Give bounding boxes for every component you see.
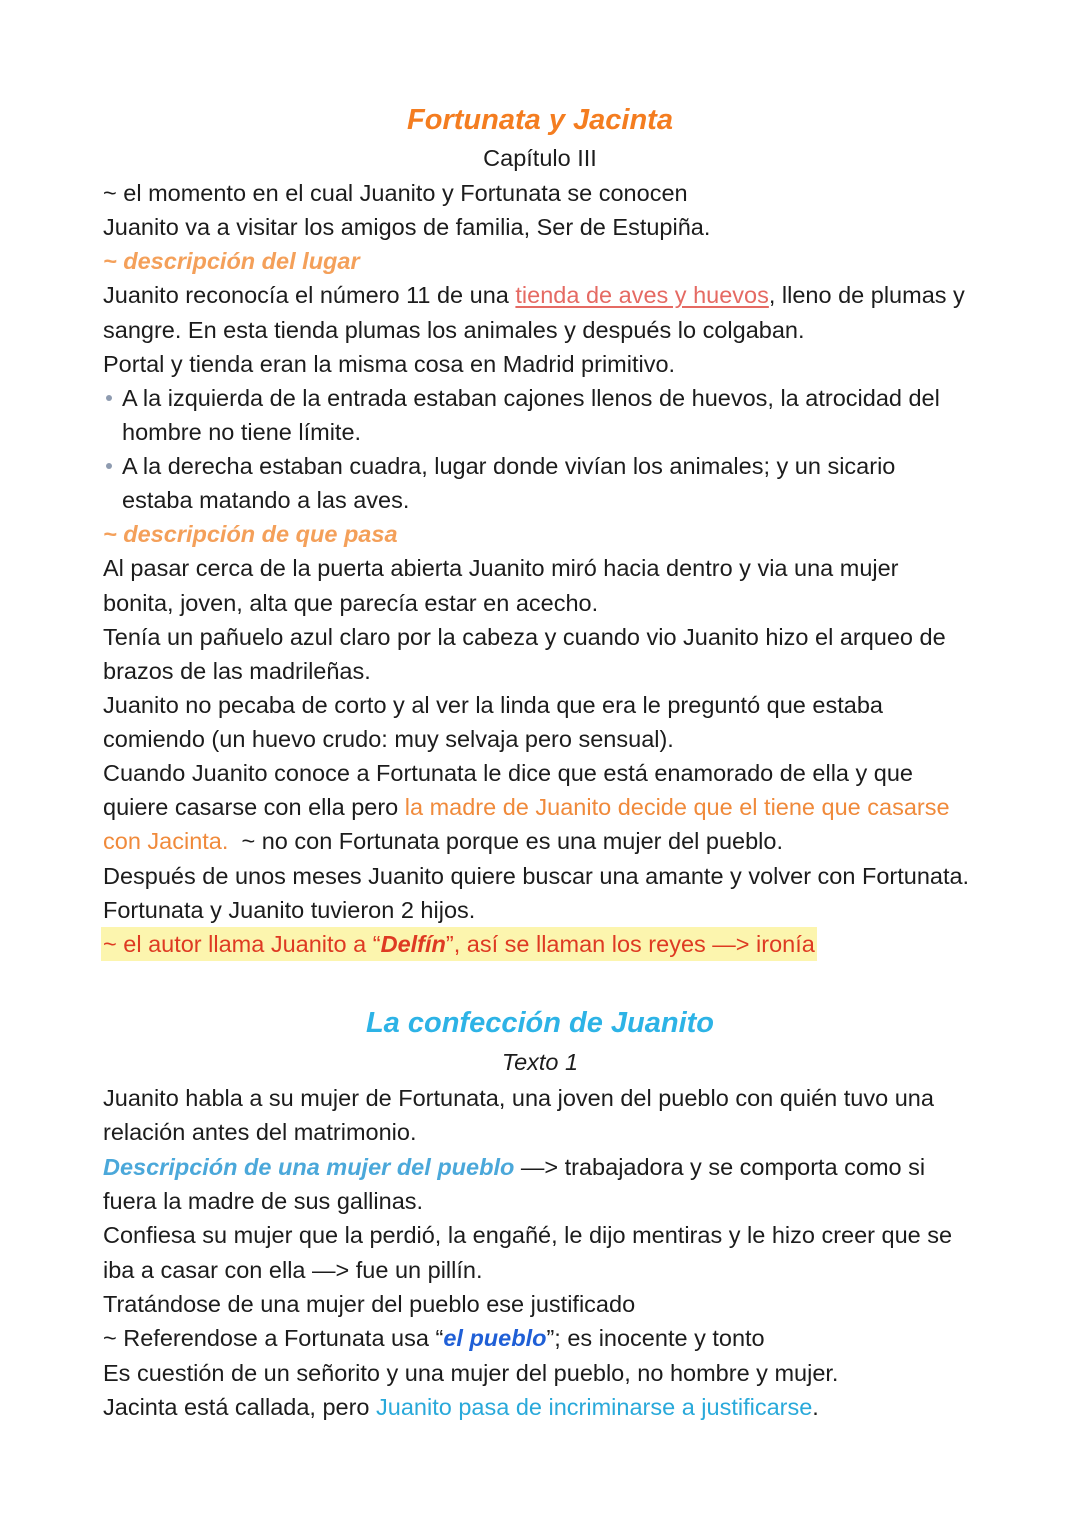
bullet-icon <box>106 463 112 469</box>
bullet-item <box>103 381 1080 415</box>
notes-body <box>0 1081 1080 1424</box>
chapter-subtitle: Capítulo III <box>483 145 597 171</box>
text-line: Portal y tienda eran la misma cosa en Madrid primitivo. <box>103 350 676 377</box>
orange-phrase: con Jacinta. <box>103 828 229 855</box>
text-line: fuera la madre de sus gallinas. <box>103 1187 424 1214</box>
section-title: Fortunata y Jacinta <box>407 104 673 136</box>
text-segment: quiere casarse con ella pero <box>103 794 405 821</box>
text-line <box>103 1321 1080 1355</box>
bullet-item <box>103 449 1080 483</box>
text-segment: ”, así se llaman los reyes —> ironía <box>445 930 815 957</box>
bullet-text: A la derecha estaban cuadra, lugar donde vivían los animales; y un sicario <box>122 453 896 479</box>
text-line: Al pasar cerca de la puerta abierta Juanito miró hacia dentro y via una mujer <box>103 555 899 582</box>
blue-emphasis: el pueblo <box>443 1325 547 1352</box>
text-line: Juanito habla a su mujer de Fortunata, una joven del pueblo con quién tuvo una <box>103 1085 934 1111</box>
text-segment: Juanito reconocía el número 11 de una <box>103 282 516 309</box>
text-segment: , lleno de plumas y <box>768 282 965 309</box>
text-line <box>103 1150 1080 1184</box>
text-segment: ~ Referendose a Fortunata usa “ <box>103 1325 444 1352</box>
text-line <box>103 790 1080 824</box>
highlighted-note <box>101 927 817 961</box>
text-line: ~ el momento en el cual Juanito y Fortunata se conocen <box>103 180 688 206</box>
text-line: brazos de las madrileñas. <box>103 657 371 684</box>
text-line: Después de unos meses Juanito quiere buscar una amante y volver con Fortunata. <box>103 862 970 889</box>
text-segment: ”; es inocente y tonto <box>546 1325 765 1352</box>
text-subtitle: Texto 1 <box>501 1049 579 1075</box>
subheading: ~ descripción del lugar <box>103 248 360 275</box>
blue-subheading: Descripción de una mujer del pueblo <box>103 1153 515 1180</box>
text-line: Fortunata y Juanito tuvieron 2 hijos. <box>103 896 476 923</box>
text-line: iba a casar con ella —> fue un pillín. <box>103 1256 483 1283</box>
text-segment: —> trabajadora y se comporta como si <box>514 1153 926 1180</box>
section-fortunata-y-jacinta <box>0 100 1080 961</box>
underlined-phrase: tienda de aves y huevos <box>515 282 769 309</box>
bullet-icon <box>106 395 112 401</box>
text-line: bonita, joven, alta que parecía estar en acecho. <box>103 589 599 616</box>
text-segment: ~ el autor llama Juanito a “ <box>103 930 381 957</box>
text-line: Tratándose de una mujer del pueblo ese justificado <box>103 1290 636 1317</box>
text-line: Juanito no pecaba de corto y al ver la linda que era le preguntó que estaba <box>103 691 883 718</box>
bullet-item-continuation: hombre no tiene límite. <box>122 418 362 445</box>
text-line <box>103 278 1080 312</box>
text-line: Es cuestión de un señorito y una mujer del pueblo, no hombre y mujer. <box>103 1359 839 1386</box>
text-line: sangre. En esta tienda plumas los animales y después lo colgaban. <box>103 316 805 343</box>
text-line: Cuando Juanito conoce a Fortunata le dice que está enamorado de ella y que <box>103 760 914 787</box>
text-line: Juanito va a visitar los amigos de familia, Ser de Estupiña. <box>103 214 711 241</box>
text-segment: Jacinta está callada, pero <box>103 1393 377 1420</box>
notes-body <box>0 176 1080 961</box>
subheading: ~ descripción de que pasa <box>103 521 398 548</box>
bold-italic-term: Delfín <box>380 930 446 957</box>
cyan-phrase: Juanito pasa de incriminarse a justificarse <box>376 1393 813 1420</box>
section-la-confeccion-de-juanito <box>0 1003 1080 1424</box>
text-line <box>103 1390 1080 1424</box>
bullet-text: A la izquierda de la entrada estaban cajones llenos de huevos, la atrocidad del <box>122 384 940 411</box>
section-title: La confección de Juanito <box>365 1007 715 1039</box>
text-line: comiendo (un huevo crudo: muy selvaja pero sensual). <box>103 726 674 752</box>
text-line <box>103 824 1080 858</box>
orange-phrase: la madre de Juanito decide que el tiene que casarse <box>404 794 950 821</box>
bullet-item-continuation: estaba matando a las aves. <box>122 487 410 514</box>
text-line: relación antes del matrimonio. <box>103 1119 417 1146</box>
highlighted-line <box>103 927 1080 961</box>
text-line: Confiesa su mujer que la perdió, la engañé, le dijo mentiras y le hizo creer que se <box>103 1222 953 1249</box>
text-segment: ~ no con Fortunata porque es una mujer del pueblo. <box>228 828 783 855</box>
text-line: Tenía un pañuelo azul claro por la cabeza y cuando vio Juanito hizo el arqueo de <box>103 623 946 650</box>
text-segment: . <box>812 1393 819 1420</box>
